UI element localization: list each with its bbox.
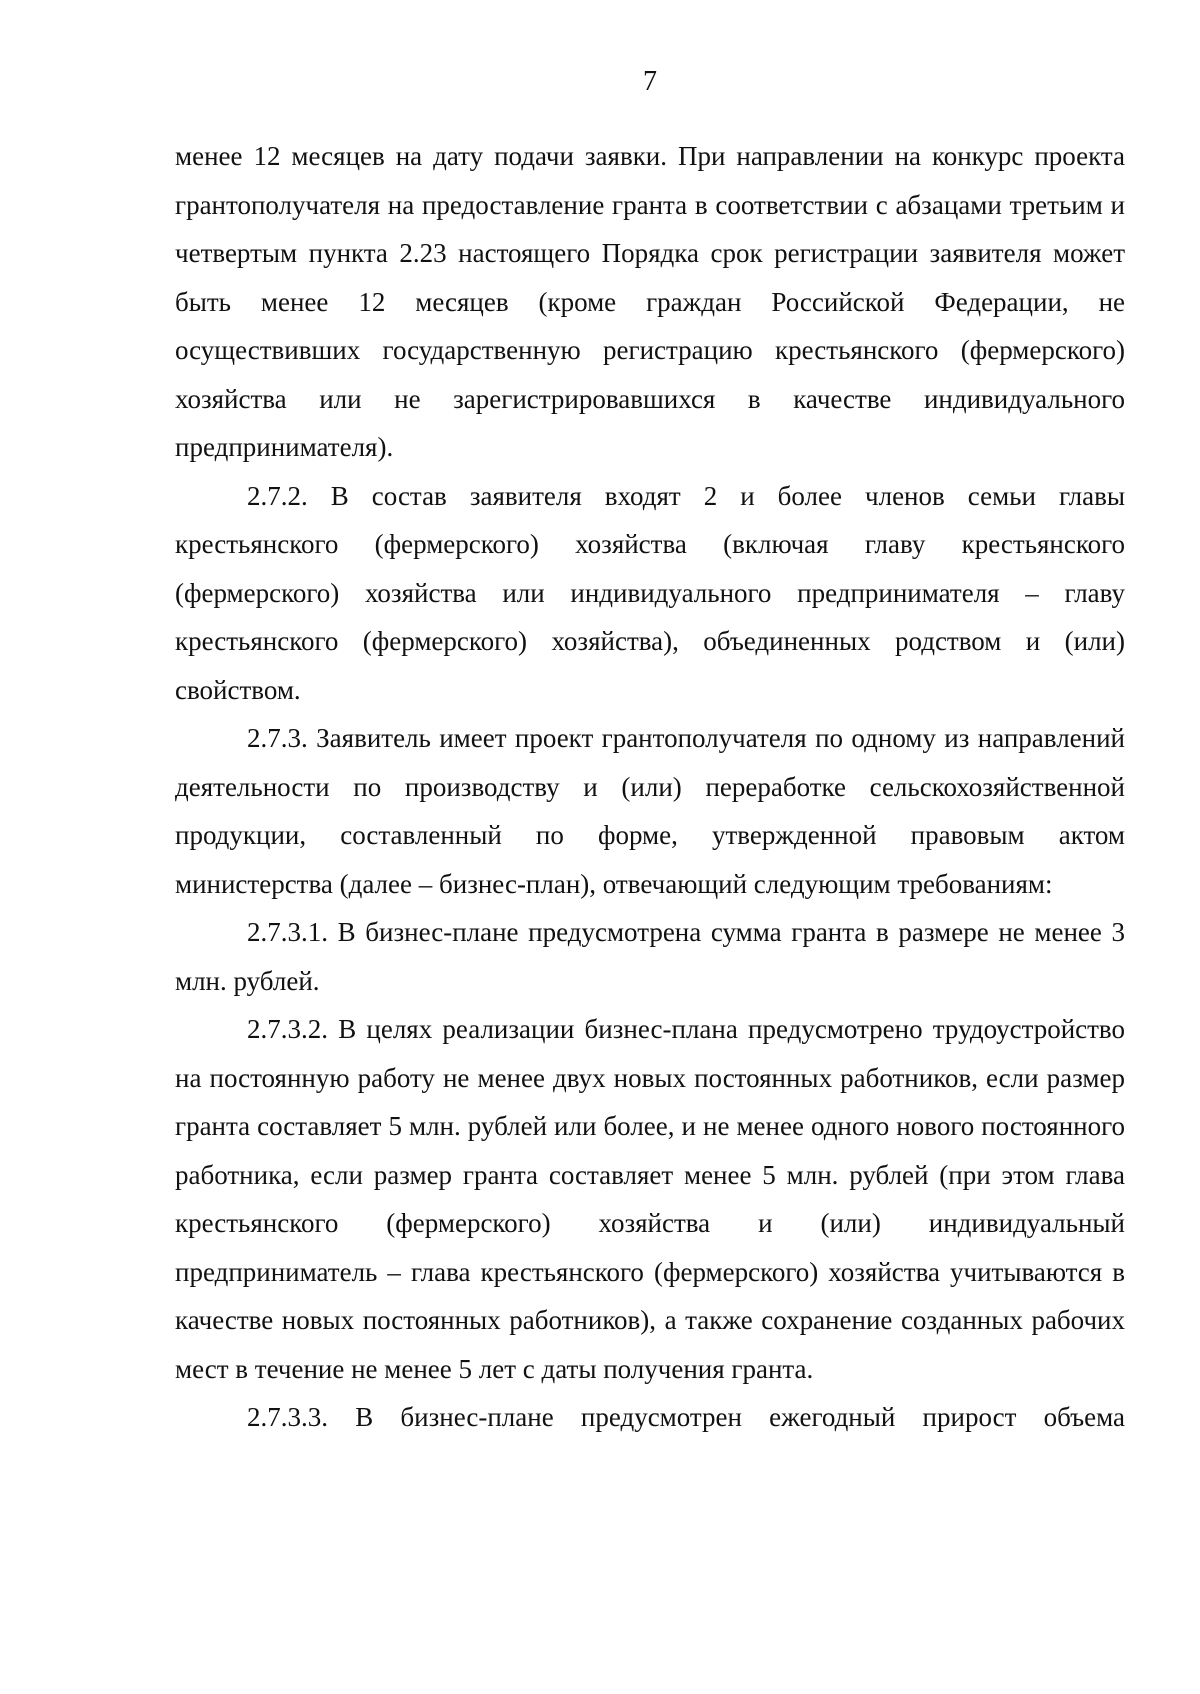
paragraph-2-7-3-3: 2.7.3.3. В бизнес-плане предусмотрен ежегодный прирост объема	[247, 1402, 1125, 1432]
page-number: 7	[643, 66, 657, 97]
paragraph-2-7-2: 2.7.2. В состав заявителя входят 2 и более членов семьи главы крестьянского (фермерского) хозяйства (включая главу крестьянского (фермерского) хозяйства или индивидуального предпринимателя – главу крестьянского (фермерского) хозяйства), объединенных родством и (или) свойством.	[175, 480, 1125, 705]
paragraph-2-7-3-2: 2.7.3.2. В целях реализации бизнес-плана предусмотрено трудоустройство на постоянную работу не менее двух новых постоянных работников, если размер гранта составляет 5 млн. рублей или более, и не менее одного нового постоянного работника, если размер гранта составляет менее 5 млн. рублей (при этом глава крестьянского (фермерского) хозяйства и (или) индивидуальный предприниматель – глава крестьянского (фермерского) хозяйства учитываются в качестве новых постоянных работников), а также сохранение созданных рабочих мест в течение не менее 5 лет с даты получения гранта.	[175, 1014, 1125, 1384]
document-body	[175, 132, 1125, 1442]
paragraph-2-7-3: 2.7.3. Заявитель имеет проект грантополучателя по одному из направлений деятельности по производству и (или) переработке сельскохозяйственной продукции, составленный по форме, утвержденной правовым актом министерства (далее – бизнес-план), отвечающий следующим требованиям:	[175, 723, 1125, 899]
paragraph-2-7-3-1: 2.7.3.1. В бизнес-плане предусмотрена сумма гранта в размере не менее 3 млн. рублей.	[175, 917, 1125, 996]
paragraph-continuation: менее 12 месяцев на дату подачи заявки. При направлении на конкурс проекта грантополучателя на предоставление гранта в соответствии с абзацами третьим и четвертым пункта 2.23 настоящего Порядка срок регистрации заявителя может быть менее 12 месяцев (кроме граждан Российской Федерации, не осуществивших государственную регистрацию крестьянского (фермерского) хозяйства или не зарегистрировавшихся в качестве индивидуального предпринимателя).	[175, 141, 1125, 462]
